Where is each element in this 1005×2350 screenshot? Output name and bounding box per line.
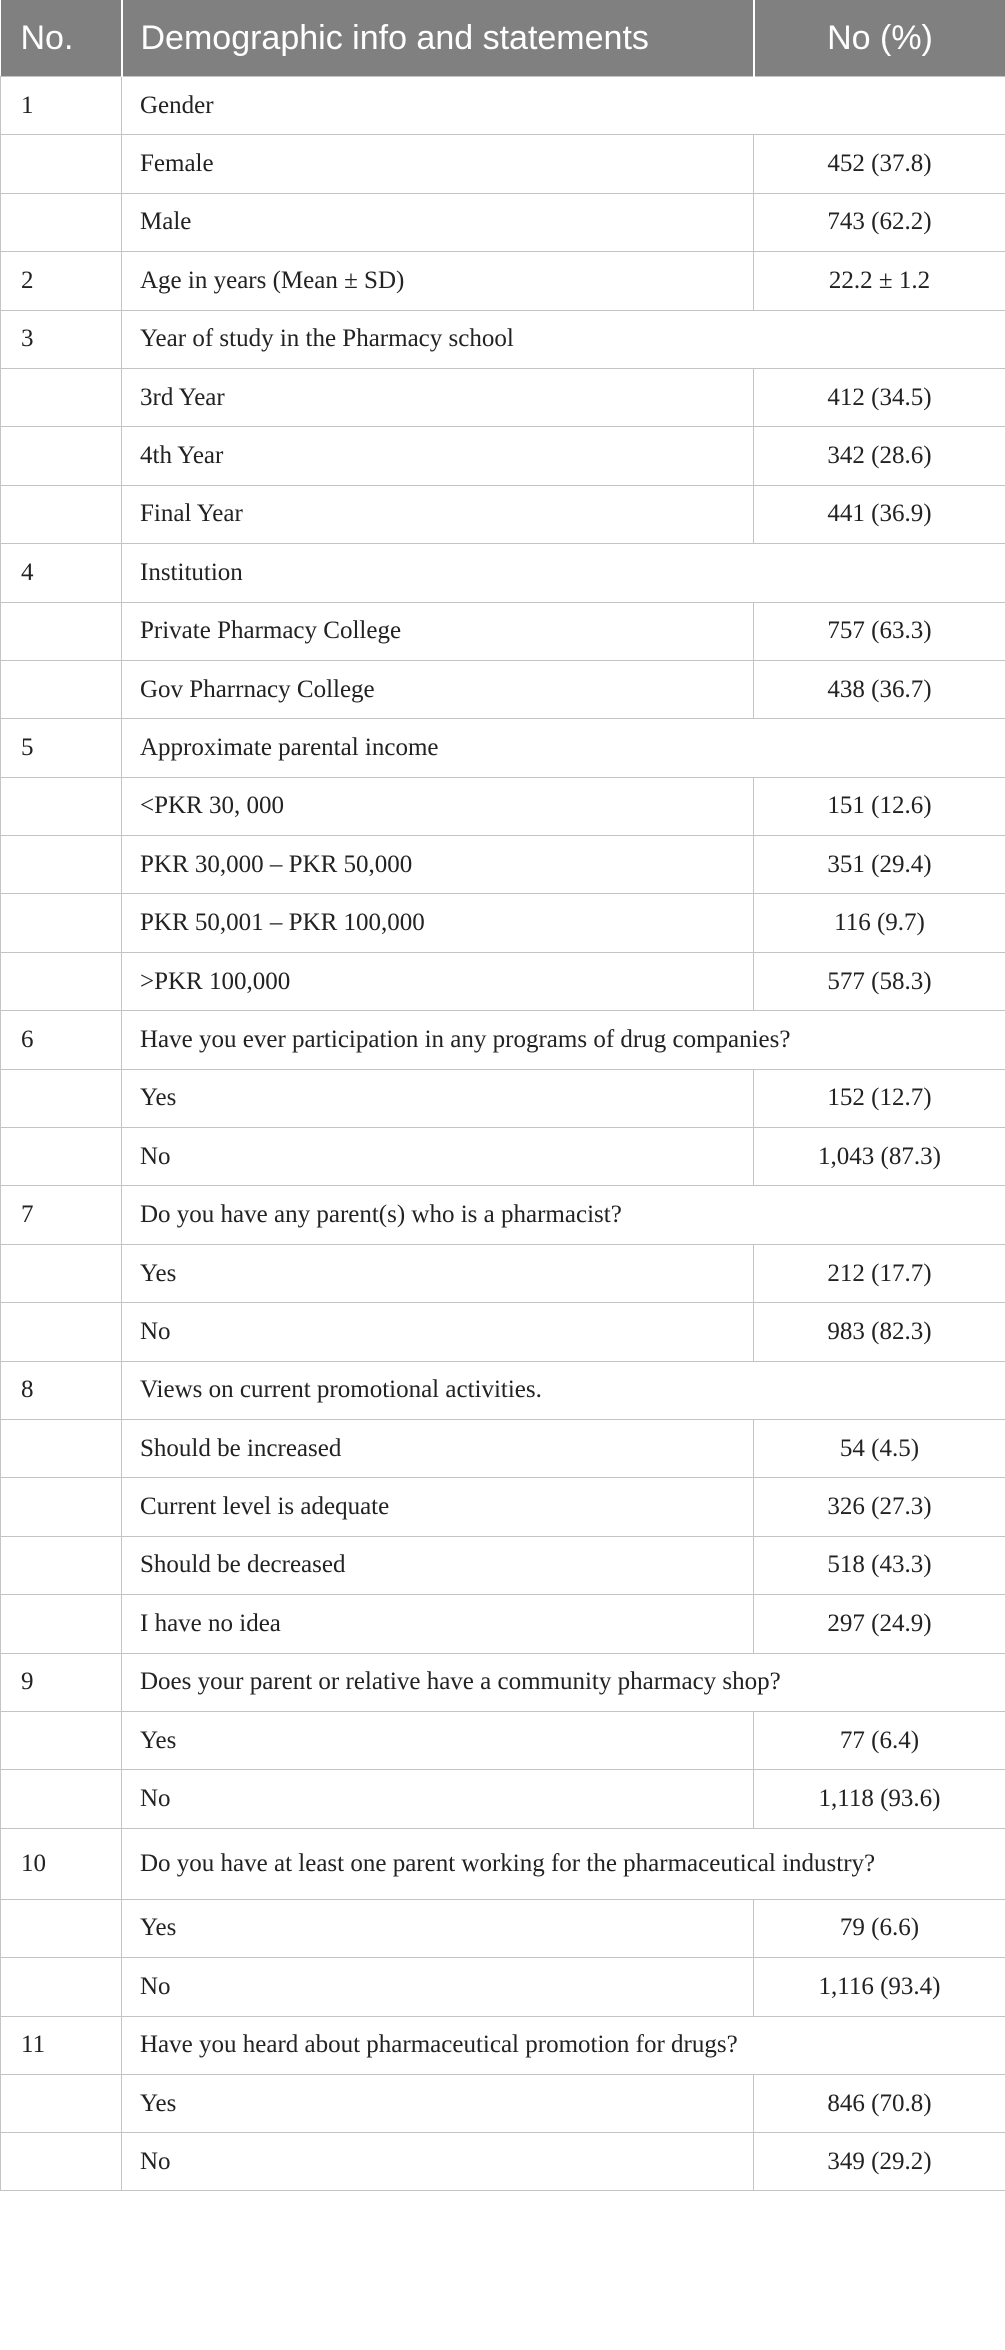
row-value: 577 (58.3)	[754, 952, 1005, 1010]
table-row	[1, 1595, 1005, 1653]
table-row	[1, 777, 1005, 835]
row-number	[1, 660, 122, 718]
row-label: 3rd Year	[122, 368, 754, 426]
section-row	[1, 1653, 1005, 1711]
table-row	[1, 1303, 1005, 1361]
row-number: 4	[1, 544, 122, 602]
row-label: Yes	[122, 1069, 754, 1127]
row-number	[1, 1244, 122, 1302]
row-label: No	[122, 1770, 754, 1828]
row-label: No	[122, 2133, 754, 2191]
row-label: >PKR 100,000	[122, 952, 754, 1010]
row-label: PKR 30,000 – PKR 50,000	[122, 836, 754, 894]
table-row	[1, 1958, 1005, 2016]
table-row	[1, 1536, 1005, 1594]
row-number	[1, 427, 122, 485]
section-row	[1, 310, 1005, 368]
row-label: Yes	[122, 1711, 754, 1769]
row-value: 297 (24.9)	[754, 1595, 1005, 1653]
row-number	[1, 1536, 122, 1594]
row-label: I have no idea	[122, 1595, 754, 1653]
section-row	[1, 544, 1005, 602]
row-value: 342 (28.6)	[754, 427, 1005, 485]
section-row	[1, 1828, 1005, 1899]
row-number	[1, 1770, 122, 1828]
row-value: 79 (6.6)	[754, 1899, 1005, 1957]
table-row	[1, 602, 1005, 660]
row-number	[1, 1478, 122, 1536]
section-label: Have you ever participation in any programs of drug companies?	[122, 1011, 1005, 1069]
section-label: Institution	[122, 544, 1005, 602]
row-number	[1, 2074, 122, 2132]
section-row	[1, 77, 1005, 135]
row-value: 1,118 (93.6)	[754, 1770, 1005, 1828]
row-number: 10	[1, 1828, 122, 1899]
section-label: Year of study in the Pharmacy school	[122, 310, 1005, 368]
table-row	[1, 427, 1005, 485]
table-row	[1, 1244, 1005, 1302]
row-number	[1, 193, 122, 251]
header-statement: Demographic info and statements	[122, 0, 754, 77]
section-label: Do you have any parent(s) who is a pharmacist?	[122, 1186, 1005, 1244]
row-label: Female	[122, 135, 754, 193]
row-number	[1, 135, 122, 193]
row-number	[1, 368, 122, 426]
table-row	[1, 1419, 1005, 1477]
row-value: 326 (27.3)	[754, 1478, 1005, 1536]
table-row	[1, 952, 1005, 1010]
row-number: 5	[1, 719, 122, 777]
row-number	[1, 1128, 122, 1186]
row-value: 441 (36.9)	[754, 485, 1005, 543]
row-value: 1,043 (87.3)	[754, 1128, 1005, 1186]
row-label: Should be decreased	[122, 1536, 754, 1594]
table-row	[1, 660, 1005, 718]
row-label: Male	[122, 193, 754, 251]
row-label: No	[122, 1128, 754, 1186]
row-number: 9	[1, 1653, 122, 1711]
row-value: 743 (62.2)	[754, 193, 1005, 251]
table-row	[1, 836, 1005, 894]
section-label: Approximate parental income	[122, 719, 1005, 777]
row-value: 983 (82.3)	[754, 1303, 1005, 1361]
table-header	[1, 0, 1005, 77]
row-number: 3	[1, 310, 122, 368]
table-row	[1, 1899, 1005, 1957]
row-value: 152 (12.7)	[754, 1069, 1005, 1127]
section-row	[1, 1186, 1005, 1244]
table-row	[1, 1711, 1005, 1769]
section-row	[1, 1361, 1005, 1419]
row-value: 22.2 ± 1.2	[754, 252, 1005, 310]
header-count-percent: No (%)	[754, 0, 1005, 77]
row-label: 4th Year	[122, 427, 754, 485]
table-row	[1, 894, 1005, 952]
row-label: No	[122, 1303, 754, 1361]
table-row	[1, 1069, 1005, 1127]
table-row	[1, 252, 1005, 310]
row-value: 757 (63.3)	[754, 602, 1005, 660]
table-row	[1, 1128, 1005, 1186]
row-label: Yes	[122, 1899, 754, 1957]
row-number	[1, 1711, 122, 1769]
row-value: 518 (43.3)	[754, 1536, 1005, 1594]
table-row	[1, 368, 1005, 426]
row-label: No	[122, 1958, 754, 2016]
row-value: 846 (70.8)	[754, 2074, 1005, 2132]
row-label: Current level is adequate	[122, 1478, 754, 1536]
section-label: Have you heard about pharmaceutical promotion for drugs?	[122, 2016, 1005, 2074]
row-number	[1, 894, 122, 952]
table-row	[1, 2133, 1005, 2191]
row-label: Yes	[122, 2074, 754, 2132]
row-number: 7	[1, 1186, 122, 1244]
section-label: Do you have at least one parent working for the pharmaceutical industry?	[122, 1828, 1005, 1899]
row-number	[1, 1069, 122, 1127]
row-label: Should be increased	[122, 1419, 754, 1477]
row-number	[1, 952, 122, 1010]
row-label: Final Year	[122, 485, 754, 543]
row-number	[1, 1958, 122, 2016]
table-row	[1, 2074, 1005, 2132]
row-number: 8	[1, 1361, 122, 1419]
row-value: 77 (6.4)	[754, 1711, 1005, 1769]
section-label: Gender	[122, 77, 1005, 135]
row-value: 54 (4.5)	[754, 1419, 1005, 1477]
row-value: 1,116 (93.4)	[754, 1958, 1005, 2016]
row-number: 6	[1, 1011, 122, 1069]
table-row	[1, 135, 1005, 193]
row-label: PKR 50,001 – PKR 100,000	[122, 894, 754, 952]
header-no: No.	[20, 18, 74, 57]
table-body	[1, 77, 1005, 2191]
row-value: 349 (29.2)	[754, 2133, 1005, 2191]
row-number	[1, 777, 122, 835]
row-number	[1, 1899, 122, 1957]
row-label: Gov Pharrnacy College	[122, 660, 754, 718]
table-row	[1, 1478, 1005, 1536]
row-number	[1, 836, 122, 894]
row-value: 452 (37.8)	[754, 135, 1005, 193]
row-label: Age in years (Mean ± SD)	[122, 252, 754, 310]
row-value: 351 (29.4)	[754, 836, 1005, 894]
row-value: 151 (12.6)	[754, 777, 1005, 835]
section-row	[1, 2016, 1005, 2074]
section-row	[1, 719, 1005, 777]
section-label: Views on current promotional activities.	[122, 1361, 1005, 1419]
row-number	[1, 485, 122, 543]
header-row	[1, 0, 1005, 77]
section-row	[1, 1011, 1005, 1069]
row-label: <PKR 30, 000	[122, 777, 754, 835]
row-number	[1, 1419, 122, 1477]
row-number	[1, 602, 122, 660]
row-value: 116 (9.7)	[754, 894, 1005, 952]
table-row	[1, 193, 1005, 251]
row-number	[1, 1595, 122, 1653]
row-number: 11	[1, 2016, 122, 2074]
row-number	[1, 1303, 122, 1361]
section-label: Does your parent or relative have a community pharmacy shop?	[122, 1653, 1005, 1711]
row-label: Yes	[122, 1244, 754, 1302]
table-row	[1, 485, 1005, 543]
row-value: 438 (36.7)	[754, 660, 1005, 718]
row-value: 412 (34.5)	[754, 368, 1005, 426]
row-number: 1	[1, 77, 122, 135]
row-number: 2	[1, 252, 122, 310]
table-row	[1, 1770, 1005, 1828]
row-label: Private Pharmacy College	[122, 602, 754, 660]
row-value: 212 (17.7)	[754, 1244, 1005, 1302]
row-number	[1, 2133, 122, 2191]
